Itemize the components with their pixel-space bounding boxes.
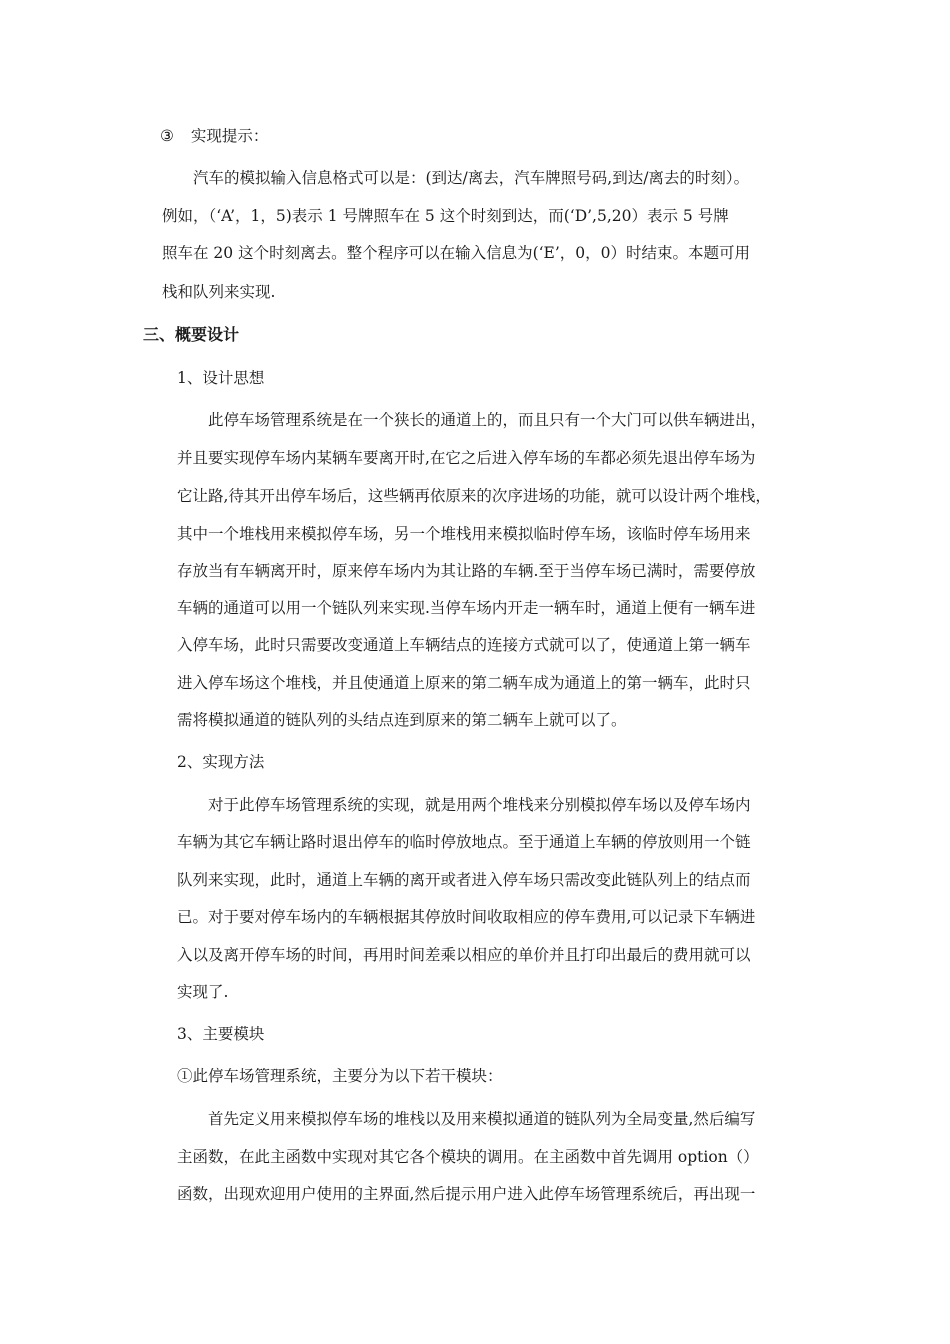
paragraph-line: 它让路,待其开出停车场后，这些辆再依原来的次序进场的功能，就可以设计两个堆栈， [177, 487, 771, 505]
paragraph-line: 进入停车场这个堆栈，并且使通道上原来的第二辆车成为通道上的第一辆车，此时只 [177, 674, 751, 692]
subsection-title: 1、设计思想 [177, 369, 265, 387]
hint-line: 例如，（‘A’，1，5)表示 1 号牌照车在 5 这个时刻到达，而(‘D’,5,20）表示 5 号牌 [162, 207, 729, 225]
paragraph-line: 入以及离开停车场的时间，再用时间差乘以相应的单价并且打印出最后的费用就可以 [177, 946, 751, 964]
hint-line: 照车在 20 这个时刻离去。整个程序可以在输入信息为(‘E’，0，0）时结束。本题可用 [162, 244, 751, 262]
paragraph-line: 函数，出现欢迎用户使用的主界面,然后提示用户进入此停车场管理系统后，再出现一 [177, 1185, 756, 1203]
paragraph-line: 入停车场，此时只需要改变通道上车辆结点的连接方式就可以了，使通道上第一辆车 [177, 636, 751, 654]
paragraph-line: 需将模拟通道的链队列的头结点连到原来的第二辆车上就可以了。 [177, 711, 627, 729]
paragraph-line: 首先定义用来模拟停车场的堆栈以及用来模拟通道的链队列为全局变量,然后编写 [208, 1110, 756, 1128]
paragraph-line: 车辆的通道可以用一个链队列来实现.当停车场内开走一辆车时，通道上便有一辆车进 [177, 599, 756, 617]
paragraph-line: 车辆为其它车辆让路时退出停车的临时停放地点。至于通道上车辆的停放则用一个链 [177, 833, 751, 851]
paragraph-line: 其中一个堆栈用来模拟停车场，另一个堆栈用来模拟临时停车场，该临时停车场用来 [177, 525, 751, 543]
paragraph-line: 此停车场管理系统是在一个狭长的通道上的，而且只有一个大门可以供车辆进出， [208, 411, 767, 429]
hint-heading [160, 126, 268, 146]
hint-marker: ③ [160, 127, 174, 145]
section-title: 三、概要设计 [143, 325, 240, 344]
paragraph-line: 并且要实现停车场内某辆车要离开时,在它之后进入停车场的车都必须先退出停车场为 [177, 449, 756, 467]
subsection-title: 2、实现方法 [177, 753, 265, 771]
paragraph-line: 主函数，在此主函数中实现对其它各个模块的调用。在主函数中首先调用 option（） [177, 1148, 759, 1166]
hint-title: 实现提示： [190, 127, 269, 145]
paragraph-line: 对于此停车场管理系统的实现，就是用两个堆栈来分别模拟停车场以及停车场内 [208, 796, 751, 814]
paragraph-line: 队列来实现，此时，通道上车辆的离开或者进入停车场只需改变此链队列上的结点而 [177, 871, 751, 889]
subsection-title: 3、主要模块 [177, 1025, 265, 1043]
paragraph-line: 存放当有车辆离开时，原来停车场内为其让路的车辆.至于当停车场已满时，需要停放 [177, 562, 756, 580]
hint-line: 汽车的模拟输入信息格式可以是：(到达/离去，汽车牌照号码,到达/离去的时刻）。 [193, 169, 750, 187]
paragraph-line: 实现了. [177, 983, 229, 1001]
modules-intro: ①此停车场管理系统，主要分为以下若干模块： [177, 1067, 503, 1085]
hint-line: 栈和队列来实现. [162, 283, 276, 301]
paragraph-line: 已。对于要对停车场内的车辆根据其停放时间收取相应的停车费用,可以记录下车辆进 [177, 908, 756, 926]
